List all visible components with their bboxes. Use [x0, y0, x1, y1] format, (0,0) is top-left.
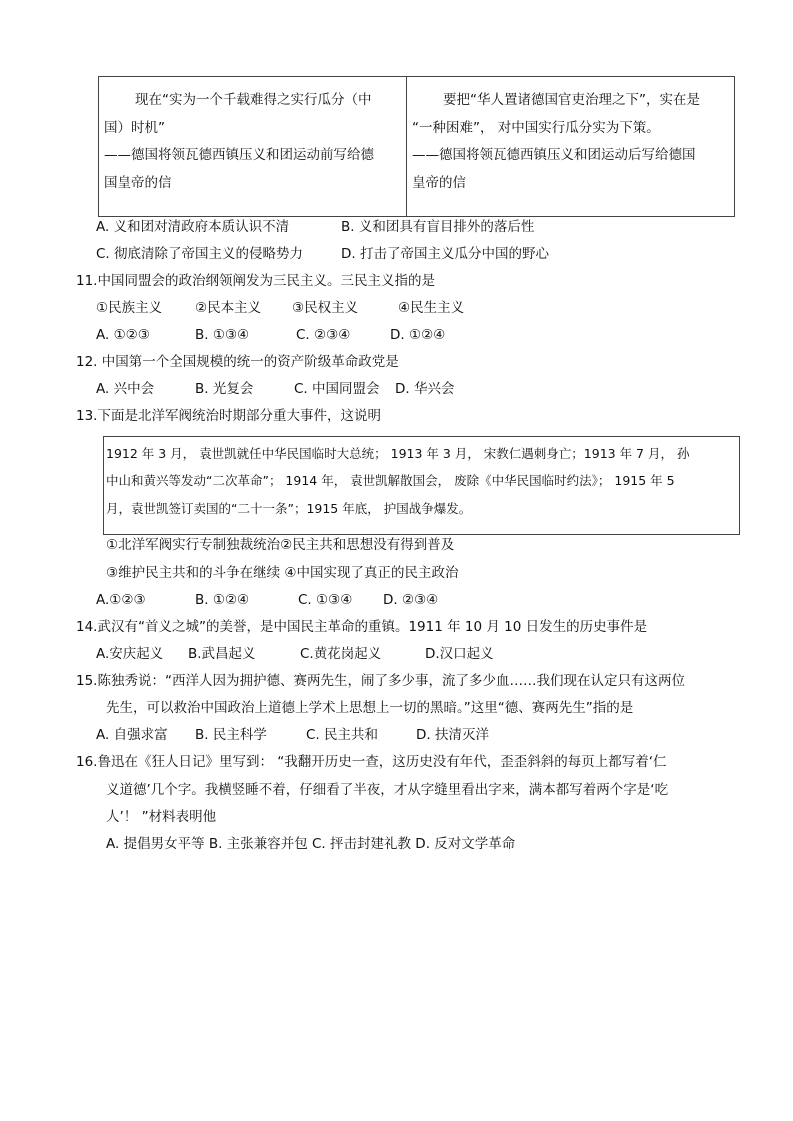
- q11-option-d[interactable]: D. ①②④: [390, 327, 446, 343]
- q11-stem: 11.中国同盟会的政治纲领阐发为三民主义。三民主义指的是: [76, 273, 435, 289]
- q11-option-a[interactable]: A. ①②③: [96, 327, 150, 343]
- q15-option-c[interactable]: C. 民主共和: [306, 727, 379, 743]
- q11-item-4: ④民生主义: [398, 300, 465, 316]
- q10-left-source1: ——德国将领瓦德西镇压义和团运动前写给德: [104, 147, 374, 163]
- q11-option-c[interactable]: C. ②③④: [296, 327, 351, 343]
- q11-option-b[interactable]: B. ①③④: [195, 327, 250, 343]
- q12-option-c[interactable]: C. 中国同盟会: [294, 381, 380, 397]
- q11-item-1: ①民族主义: [96, 300, 163, 316]
- q14-stem: 14.武汉有“首义之城”的美誉，是中国民主革命的重镇。1911 年 10 月 10 日发生的历史事件是: [76, 619, 648, 635]
- q10-table-divider: [406, 76, 407, 217]
- q10-right-line1: 要把“华人置诸德国官吏治理之下”，实在是: [443, 92, 700, 108]
- q12-option-b[interactable]: B. 光复会: [195, 381, 254, 397]
- q13-events-line2: 中山和黄兴等发动“二次革命”； 1914 年， 袁世凯解散国会， 废除《中华民国临时约法》； 1915 年 5: [106, 473, 675, 488]
- q15-option-b[interactable]: B. 民主科学: [195, 727, 267, 743]
- q15-stem-line2: 先生，可以救治中国政治上道德上学术上思想上一切的黑暗。”这里“德、赛两先生”指的是: [106, 700, 634, 716]
- q10-left-line1: 现在“实为一个千载难得之实行瓜分（中: [135, 92, 372, 108]
- q13-stem: 13.下面是北洋军阀统治时期部分重大事件，这说明: [76, 408, 381, 424]
- q11-item-3: ③民权主义: [292, 300, 359, 316]
- q10-right-source2: 皇帝的信: [412, 175, 466, 191]
- q15-stem-line1: 15.陈独秀说：“西洋人因为拥护德、赛两先生，闹了多少事，流了多少血……我们现在认定只有这两位: [76, 673, 685, 689]
- q13-events-line3: 月，袁世凯签订卖国的“二十一条”；1915 年底， 护国战争爆发。: [106, 501, 472, 516]
- q10-left-source2: 国皇帝的信: [104, 175, 172, 191]
- q14-option-d[interactable]: D.汉口起义: [425, 646, 494, 662]
- q10-option-a[interactable]: A. 义和团对清政府本质认识不清: [96, 219, 290, 235]
- q10-right-line2: “一种困难”， 对中国实行瓜分实为下策。: [412, 120, 660, 136]
- q12-option-d[interactable]: D. 华兴会: [395, 381, 455, 397]
- q13-option-c[interactable]: C. ①③④: [298, 592, 353, 608]
- q14-option-a[interactable]: A.安庆起义: [96, 646, 164, 662]
- q13-statements-line1: ①北洋军阀实行专制独裁统治②民主共和思想没有得到普及: [106, 537, 455, 553]
- q14-option-b[interactable]: B.武昌起义: [188, 646, 256, 662]
- q16-options[interactable]: A. 提倡男女平等 B. 主张兼容并包 C. 抨击封建礼教 D. 反对文学革命: [106, 836, 516, 852]
- q14-option-c[interactable]: C.黄花岗起义: [300, 646, 382, 662]
- q10-option-b[interactable]: B. 义和团具有盲目排外的落后性: [341, 219, 535, 235]
- q13-statements-line2: ③维护民主共和的斗争在继续 ④中国实现了真正的民主政治: [106, 565, 459, 581]
- q11-item-2: ②民本主义: [195, 300, 262, 316]
- q12-option-a[interactable]: A. 兴中会: [96, 381, 155, 397]
- q16-stem-line2: 义道德’几个字。我横竖睡不着，仔细看了半夜，才从字缝里看出字来，满本都写着两个字是‘吃: [106, 782, 669, 798]
- q16-stem-line3: 人’！ ”材料表明他: [106, 809, 217, 825]
- q10-left-line2: 国）时机”: [104, 120, 165, 136]
- q13-option-a[interactable]: A.①②③: [96, 592, 146, 608]
- q13-option-b[interactable]: B. ①②④: [195, 592, 250, 608]
- q10-right-source1: ——德国将领瓦德西镇压义和团运动后写给德国: [412, 147, 696, 163]
- q10-option-c[interactable]: C. 彻底清除了帝国主义的侵略势力: [96, 246, 304, 262]
- q10-option-d[interactable]: D. 打击了帝国主义瓜分中国的野心: [341, 246, 549, 262]
- q13-option-d[interactable]: D. ②③④: [383, 592, 439, 608]
- q15-option-a[interactable]: A. 自强求富: [96, 727, 168, 743]
- q15-option-d[interactable]: D. 扶清灭洋: [416, 727, 489, 743]
- q13-events-line1: 1912 年 3 月， 袁世凯就任中华民国临时大总统； 1913 年 3 月， 宋教仁遇刺身亡；1913 年 7 月， 孙: [106, 446, 690, 461]
- q12-stem: 12. 中国第一个全国规模的统一的资产阶级革命政党是: [76, 354, 399, 370]
- q16-stem-line1: 16.鲁迅在《狂人日记》里写到： “我翻开历史一查，这历史没有年代，歪歪斜斜的每页上都写着‘仁: [76, 754, 667, 770]
